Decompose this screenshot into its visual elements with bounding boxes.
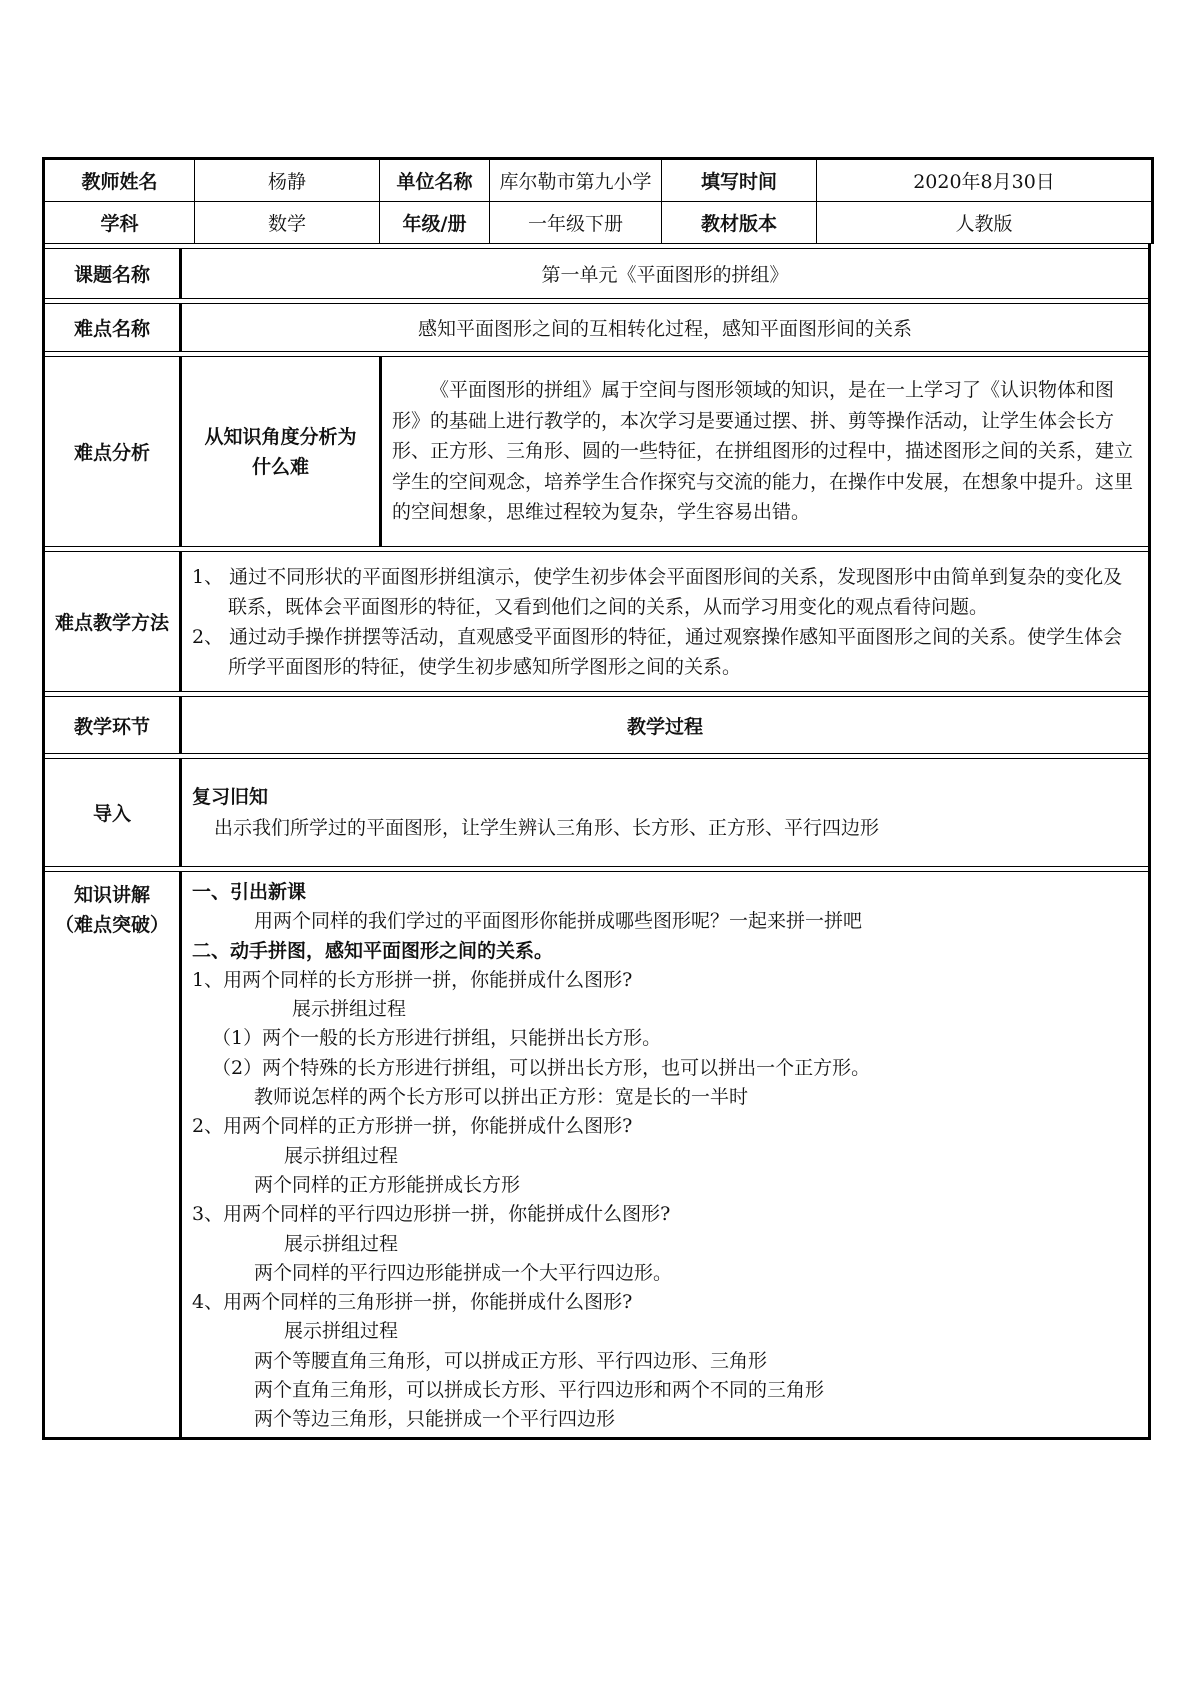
analysis-text: 《平面图形的拼组》属于空间与图形领域的知识，是在一上学习了《认识物体和图形》的基础上进行教学的，本次学习是要通过摆、拼、剪等操作活动，让学生体会长方形、正方形、三角形、圆的一些特征，在拼组图形的过程中，描述图形之间的关系，建立学生的空间观念，培养学生合作探究与交流的能力，在操作中发展，在想象中提升。这里的空间想象，思维过程较为复杂，学生容易出错。 bbox=[381, 357, 1150, 547]
intro-label: 导入 bbox=[44, 759, 181, 867]
knowledge-line: 展示拼组过程 bbox=[284, 1320, 399, 1343]
method-table bbox=[42, 551, 1151, 692]
knowledge-line: 展示拼组过程 bbox=[284, 1144, 399, 1167]
knowledge-lines bbox=[192, 878, 1138, 1435]
difficulty-table bbox=[42, 303, 1151, 352]
analysis-table bbox=[42, 356, 1151, 547]
teacher-name-label: 教师姓名 bbox=[44, 159, 195, 202]
knowledge-line: 展示拼组过程 bbox=[292, 998, 407, 1021]
lesson-plan-document bbox=[42, 157, 1151, 1440]
teacher-name-value: 杨静 bbox=[195, 159, 380, 202]
edition-label: 教材版本 bbox=[662, 202, 817, 244]
intro-text: 出示我们所学过的平面图形，让学生辨认三角形、长方形、正方形、平行四边形 bbox=[214, 816, 880, 839]
topic-label: 课题名称 bbox=[44, 249, 181, 299]
knowledge-line: 3、用两个同样的平行四边形拼一拼，你能拼成什么图形? bbox=[192, 1203, 671, 1226]
knowledge-line: 二、动手拼图，感知平面图形之间的关系。 bbox=[192, 939, 554, 962]
knowledge-line: 1、用两个同样的长方形拼一拼，你能拼成什么图形? bbox=[192, 968, 633, 991]
analysis-sub-label: 从知识角度分析为什么难 bbox=[181, 357, 381, 547]
grade-label: 年级/册 bbox=[380, 202, 490, 244]
knowledge-line: 用两个同样的我们学过的平面图形你能拼成哪些图形呢？一起来拼一拼吧 bbox=[254, 910, 863, 933]
difficulty-label: 难点名称 bbox=[44, 304, 181, 352]
knowledge-line: 一、引出新课 bbox=[192, 881, 307, 903]
knowledge-content bbox=[181, 872, 1150, 1439]
unit-name-value: 库尔勒市第九小学 bbox=[490, 159, 662, 202]
knowledge-line: 两个直角三角形，可以拼成长方形、平行四边形和两个不同的三角形 bbox=[254, 1379, 825, 1402]
knowledge-line: （2）两个特殊的长方形进行拼组，可以拼出长方形，也可以拼出一个正方形。 bbox=[212, 1056, 871, 1079]
knowledge-table bbox=[42, 871, 1151, 1440]
topic-value: 第一单元《平面图形的拼组》 bbox=[181, 249, 1150, 299]
knowledge-label-line1: 知识讲解 bbox=[73, 884, 150, 906]
knowledge-line: 2、用两个同样的正方形拼一拼，你能拼成什么图形? bbox=[192, 1115, 633, 1138]
info-table bbox=[42, 157, 1154, 244]
knowledge-line: 教师说怎样的两个长方形可以拼出正方形：宽是长的一半时 bbox=[254, 1086, 749, 1109]
knowledge-label bbox=[44, 872, 181, 1439]
process-header-table bbox=[42, 696, 1151, 754]
knowledge-line: 两个等边三角形，只能拼成一个平行四边形 bbox=[254, 1408, 616, 1431]
subject-value: 数学 bbox=[195, 202, 380, 244]
difficulty-value: 感知平面图形之间的互相转化过程，感知平面图形间的关系 bbox=[181, 304, 1150, 352]
knowledge-label-line2: （难点突破） bbox=[54, 914, 169, 936]
knowledge-line: 两个同样的正方形能拼成长方形 bbox=[254, 1173, 521, 1196]
edition-value: 人教版 bbox=[817, 202, 1153, 244]
intro-content bbox=[181, 759, 1150, 867]
topic-table bbox=[42, 248, 1151, 299]
info-row-1 bbox=[44, 159, 1153, 202]
knowledge-line: 展示拼组过程 bbox=[284, 1232, 399, 1255]
info-row-2 bbox=[44, 202, 1153, 244]
knowledge-line: （1）两个一般的长方形进行拼组，只能拼出长方形。 bbox=[212, 1027, 662, 1050]
method-item: 1、 通过不同形状的平面图形拼组演示，使学生初步体会平面图形间的关系，发现图形中由简单到复杂的变化及联系，既体会平面图形的特征，又看到他们之间的关系，从而学习用变化的观点看待问题。 bbox=[192, 565, 1123, 618]
process-content-label: 教学过程 bbox=[181, 697, 1150, 754]
subject-label: 学科 bbox=[44, 202, 195, 244]
fill-date-value: 2020年8月30日 bbox=[817, 159, 1153, 202]
knowledge-line: 两个同样的平行四边形能拼成一个大平行四边形。 bbox=[254, 1261, 673, 1284]
method-content bbox=[181, 552, 1150, 692]
analysis-label: 难点分析 bbox=[44, 357, 181, 547]
intro-table bbox=[42, 758, 1151, 867]
knowledge-line: 两个等腰直角三角形，可以拼成正方形、平行四边形、三角形 bbox=[254, 1349, 768, 1372]
fill-date-label: 填写时间 bbox=[662, 159, 817, 202]
method-list bbox=[192, 562, 1134, 682]
intro-title: 复习旧知 bbox=[192, 785, 269, 808]
process-step-label: 教学环节 bbox=[44, 697, 181, 754]
method-label: 难点教学方法 bbox=[44, 552, 181, 692]
unit-name-label: 单位名称 bbox=[380, 159, 490, 202]
grade-value: 一年级下册 bbox=[490, 202, 662, 244]
knowledge-line: 4、用两个同样的三角形拼一拼，你能拼成什么图形? bbox=[192, 1291, 633, 1314]
method-item: 2、 通过动手操作拼摆等活动，直观感受平面图形的特征，通过观察操作感知平面图形之间的关系。使学生体会所学平面图形的特征，使学生初步感知所学图形之间的关系。 bbox=[192, 625, 1123, 678]
